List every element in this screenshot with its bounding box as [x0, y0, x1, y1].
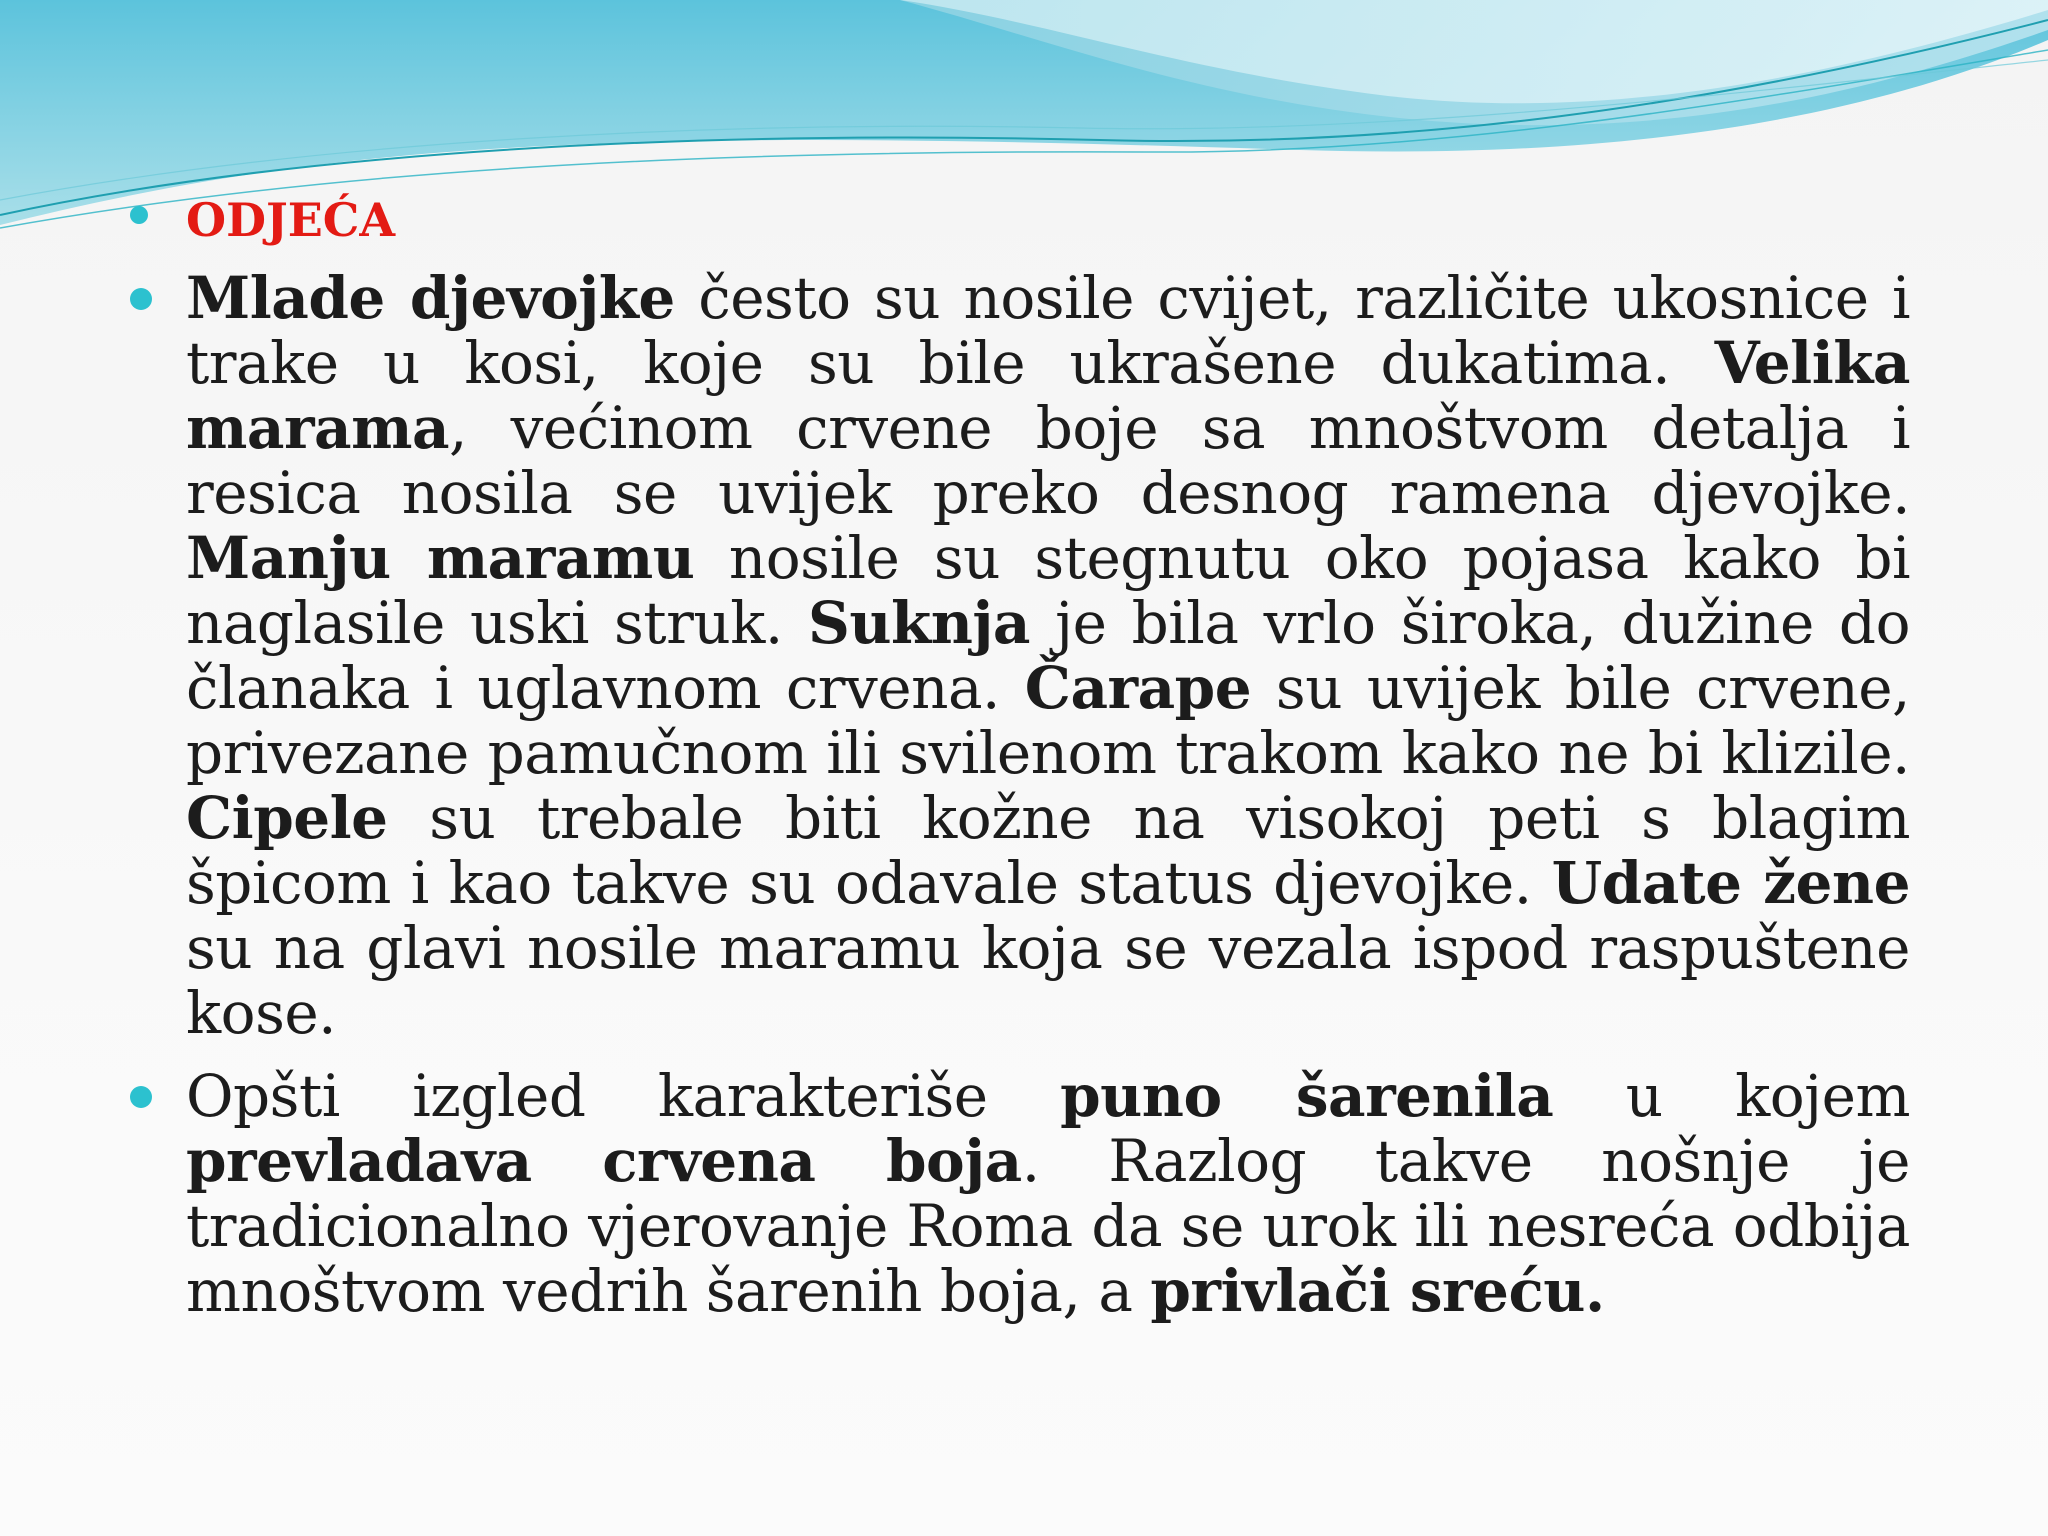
text-run: , većinom crvene boje sa mnoštvom detalja i resica nosila se uvijek preko desnog ramena djevojke. [186, 394, 1910, 527]
text-run: su na glavi nosile maramu koja se vezala ispod raspuštene kose. [186, 914, 1910, 1047]
text-run: Mlade djevojke [186, 264, 675, 332]
text-run: prevladava crvena boja [186, 1127, 1022, 1195]
text-run: su trebale biti kožne na visokoj peti s blagim špicom i kao takve su odavale status djevojke. [186, 784, 1910, 917]
bullet-dot-icon [130, 288, 152, 310]
slide-heading: ODJEĆA [186, 193, 396, 247]
slide-content [130, 188, 1910, 1324]
text-run: Velika marama [186, 329, 1910, 462]
text-run: je bila vrlo široka, dužine do članaka i uglavnom crvena. [186, 589, 1910, 722]
bullet-dot-icon [130, 206, 148, 224]
text-run: u kojem [1553, 1062, 1910, 1130]
text-run: . Razlog takve nošnje je tradicionalno vjerovanje Roma da se urok ili nesreća odbija mnoštvom vedrih šarenih boja, a [186, 1127, 1910, 1325]
bullet-paragraph-clothing [130, 266, 1910, 1046]
paragraph-text [186, 264, 1910, 1047]
text-run: nosile su stegnutu oko pojasa kako bi naglasile uski struk. [186, 524, 1910, 657]
text-run: Opšti izgled karakteriše [186, 1062, 1061, 1130]
text-run: privlači sreću. [1150, 1257, 1605, 1325]
bullet-heading [130, 188, 1910, 252]
text-run: često su nosile cvijet, različite ukosnice i trake u kosi, koje su bile ukrašene dukatima. [186, 264, 1910, 397]
text-run: puno šarenila [1060, 1062, 1554, 1130]
text-run: Suknja [807, 589, 1030, 657]
bullet-dot-icon [130, 1086, 152, 1108]
text-run: su uvijek bile crvene, privezane pamučnom ili svilenom trakom kako ne bi klizile. [186, 654, 1910, 787]
paragraph-text [186, 1062, 1910, 1325]
text-run: Cipele [186, 784, 388, 852]
bullet-paragraph-appearance [130, 1064, 1910, 1324]
text-run: Manju maramu [186, 524, 695, 592]
text-run: Čarape [1024, 654, 1252, 722]
text-run: Udate žene [1551, 849, 1910, 917]
